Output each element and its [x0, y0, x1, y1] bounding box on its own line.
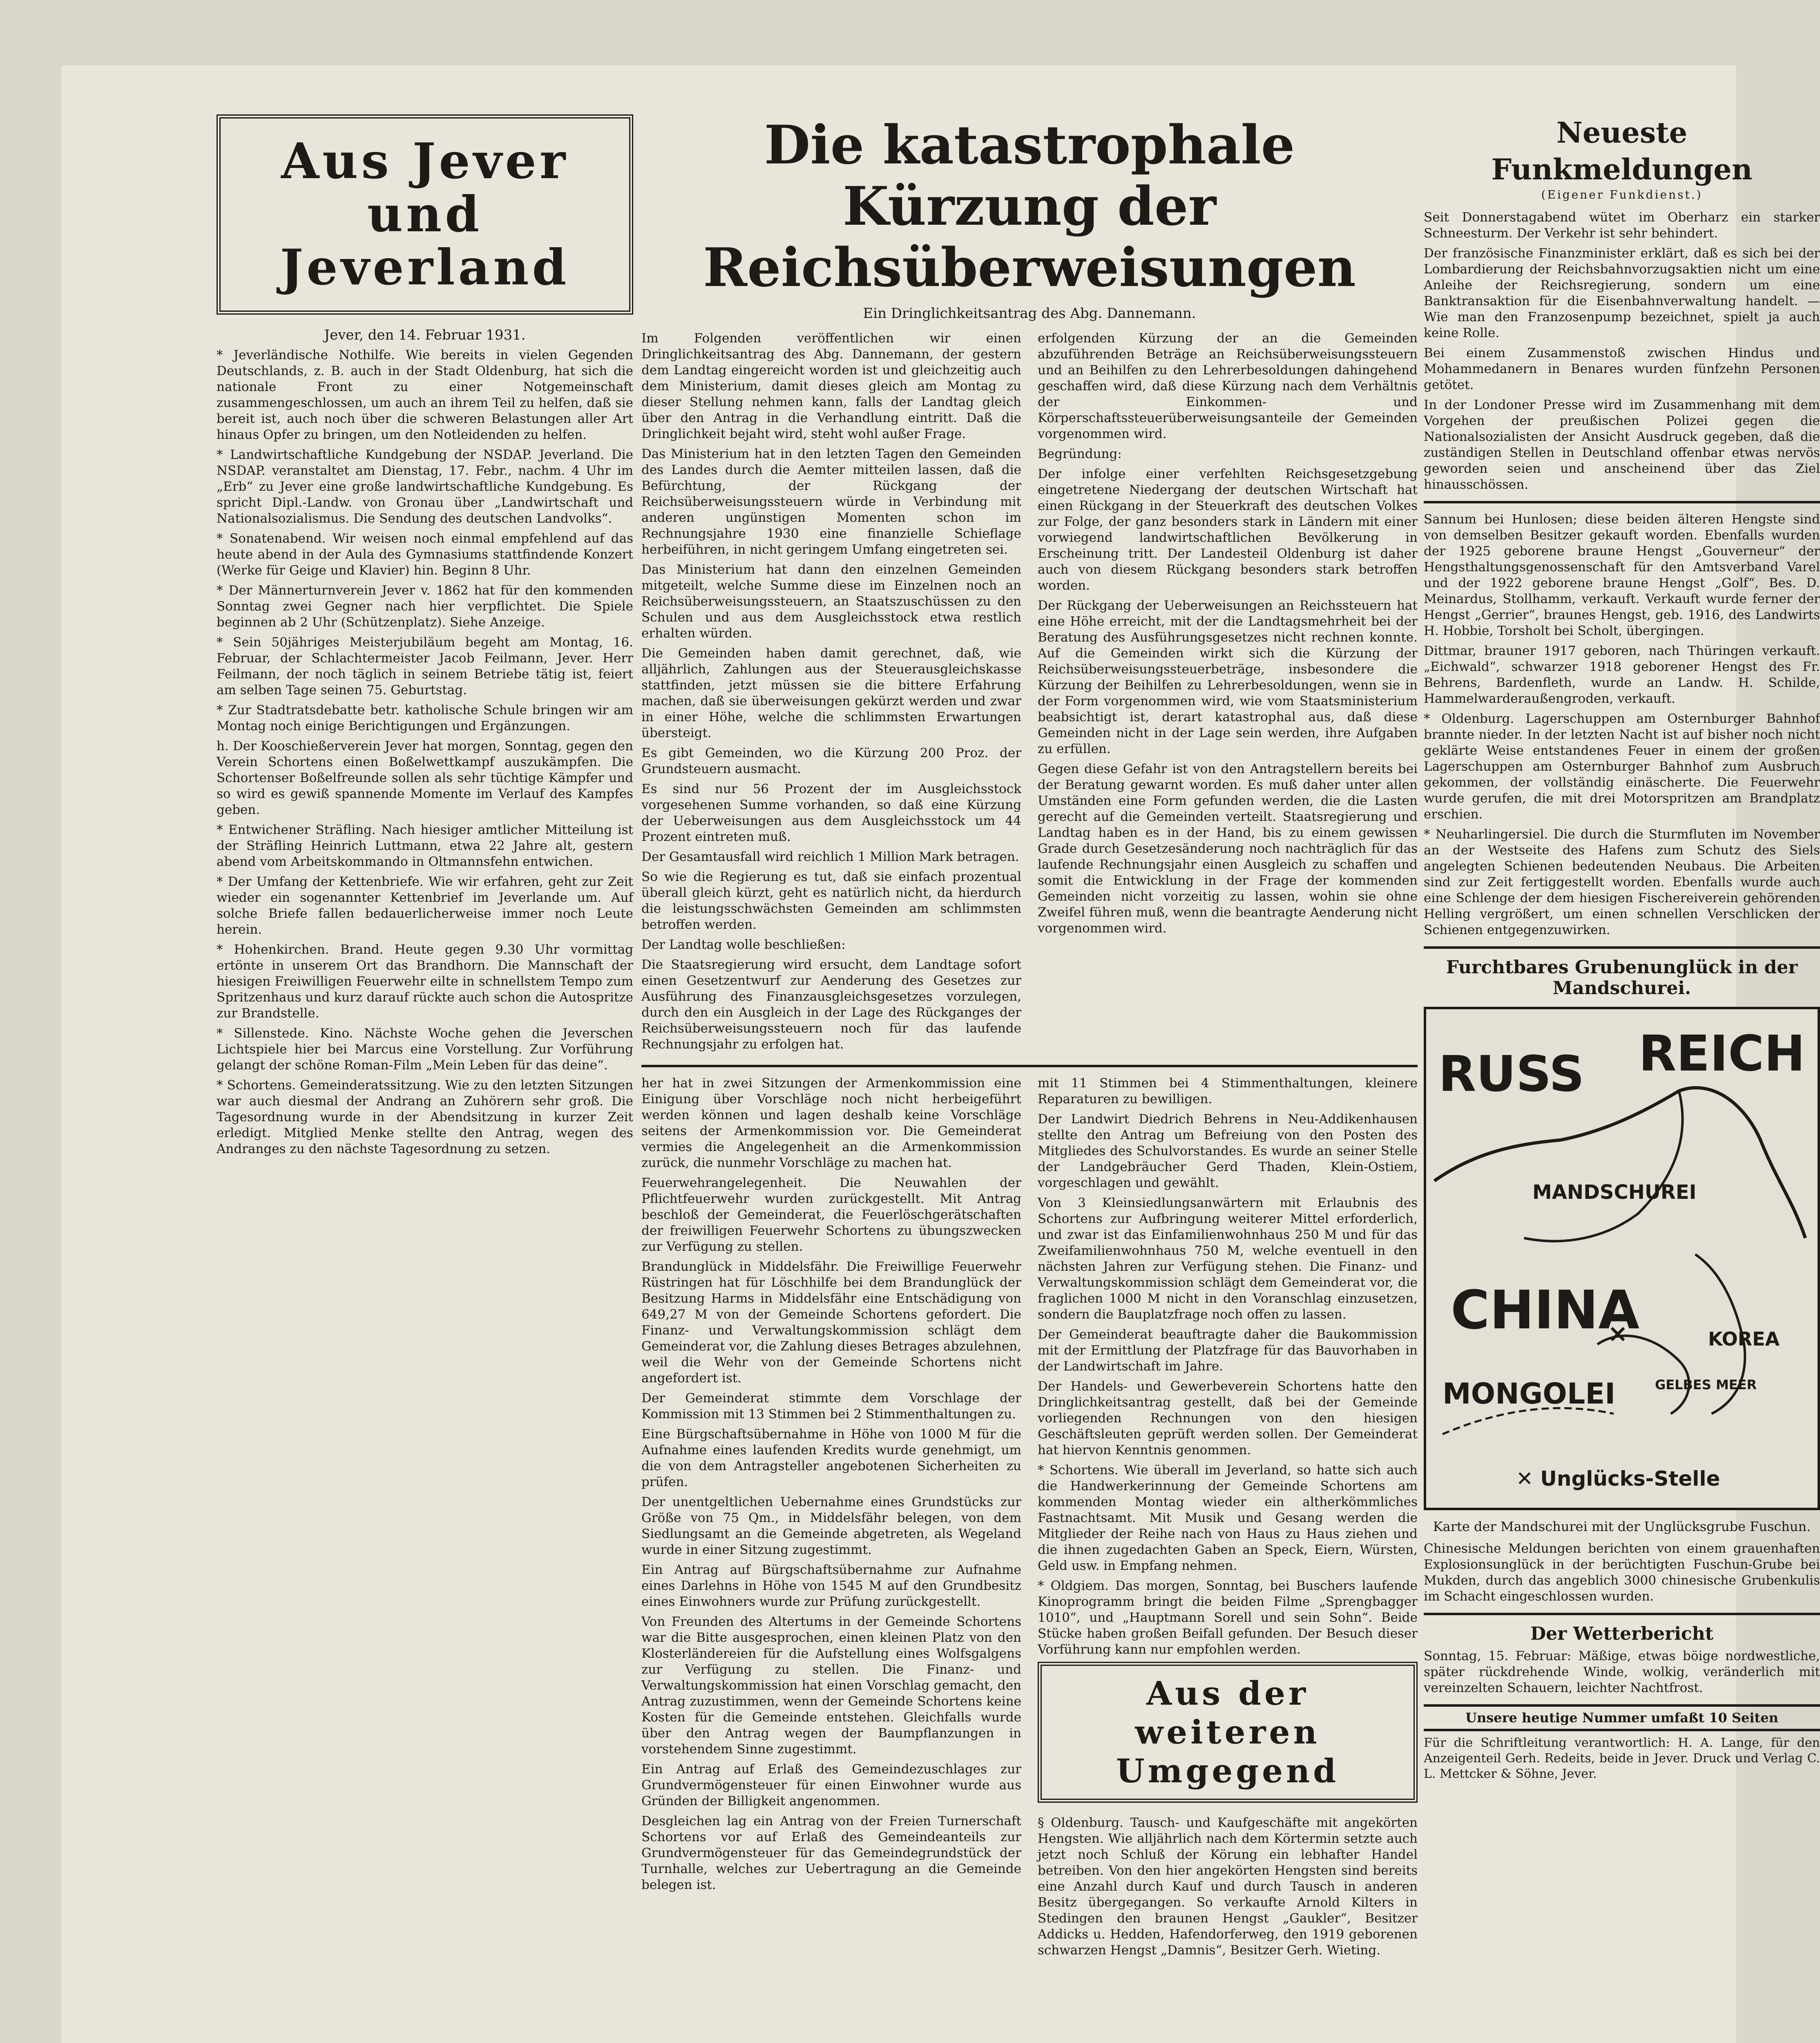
newspaper-page	[61, 65, 1820, 2043]
column-local-news	[217, 114, 633, 1161]
report-paragraph: Der Gemeinderat stimmte dem Vorschlage der Kommission mit 13 Stimmen bei 2 Stimmenthaltungen zu.	[641, 1391, 1021, 1422]
news-paragraph: * Sillenstede. Kino. Nächste Woche gehen die Jeverschen Lichtspiele hier bei Marcus eine Vorstellung. Zur Vorführung gelangt der schöne Roman-Film „Mein Leben für das deine“.	[217, 1026, 633, 1073]
article-paragraph: Der infolge einer verfehlten Reichsgesetzgebung eingetretene Niedergang der deutschen Wirtschaft hat einen Rückgang in der Steuerkraft des deutschen Volkes zur Folge, der ganz besonders stark in Ländern mit einer vorwiegend landwirtschaftlichen Bevölkerung in Erscheinung tritt. Der Landesteil Oldenburg ist daher auch von diesem Rückgang besonders stark betroffen worden.	[1038, 467, 1418, 593]
article-paragraph: Der Rückgang der Ueberweisungen an Reichssteuern hat eine Höhe erreicht, mit der die Landtagsmehrheit bei der Beratung des Ausführungsgesetzes nicht rechnen konnte. Auf die Gemeinden wirkt sich die Kürzung der Reichsüberweisungssteuerbeträge, insbesondere die Kürzung der Beihilfen zu Lehrerbesoldungen, wenn sie in der Form vorgenommen wird, wie vom Staatsministerium beabsichtigt ist, derart katastrophal aus, daß diese Gemeinden nicht in der Lage sein werden, ihre Aufgaben zu erfüllen.	[1038, 598, 1418, 756]
weitere-article: § Oldenburg. Tausch- und Kaufgeschäfte mit angekörten Hengsten. Wie alljährlich nach dem Körtermin setzte auch jetzt noch Schluß der Körung ein lebhafter Handel betreiben. Von den hier angekörten Hengsten sind bereits eine Anzahl durch Kauf und durch Tausch in anderen Besitz übergegangen. So verkaufte Arnold Kilters in Stedingen den braunen Hengst „Gaukler“, Besitzer Addicks u. Hedden, Hafendorferweg, den 1919 geborenen schwarzen Hengst „Damnis“, Besitzer Gerh. Wieting.	[1038, 1815, 1418, 1958]
news-paragraph: * Entwichener Sträfling. Nach hiesiger amtlicher Mitteilung ist der Sträfling Heinrich Luttmann, etwa 22 Jahre alt, gestern abend vom Arbeitskommando in Oltmannsfehn entwichen.	[217, 823, 633, 869]
radio-news-items	[1424, 210, 1820, 493]
map-label-china: CHINA	[1451, 1279, 1639, 1341]
imprint: Für die Schriftleitung verantwortlich: H. A. Lange, für den Anzeigenteil Gerh. Redeits, beide in Jever. Druck und Verlag C. L. Mettcker & Söhne, Jever.	[1424, 1736, 1820, 1781]
radio-news-note: (Eigener Funkdienst.)	[1541, 188, 1703, 201]
report-paragraph: * Oldgiem. Das morgen, Sonntag, bei Buschers laufende Kinoprogramm bringt die beiden Filme „Sprengbagger 1010“, und „Hauptmann Sorell und sein Sohn“. Beide Stücke haben großen Beifall gefunden. Der Besuch dieser Vorführung kann nur empfohlen werden.	[1038, 1578, 1418, 1657]
report-paragraph: her hat in zwei Sitzungen der Armenkommission eine Einigung über Vorschläge noch nicht herbeigeführt werden können und lagen deshalb keine Vorschläge seitens der Armenkommission vor. Die Gemeinderat vermies die Angelegenheit an die Armenkommission zurück, die nunmehr Vorschläge zu machen hat.	[641, 1076, 1021, 1170]
section-header-weitere: Aus der weiteren Umgegend	[1038, 1662, 1418, 1803]
article-paragraph: Die Gemeinden haben damit gerechnet, daß, wie alljährlich, Zahlungen aus der Steuerausgleichskasse stattfinden, jetzt müssen sie die bittere Erfahrung machen, daß sie überweisungen gekürzt werden und zwar in einer Höhe, welche die schlimmsten Erwartungen übersteigt.	[641, 646, 1021, 740]
radio-news-item: Der französische Finanzminister erklärt, daß es sich bei der Lombardierung der Reichsbahnvorzugsaktien nicht um eine Anleihe der Reichsregierung, sondern um eine Banktransaktion für die Eisenbahnverwaltung handelt. — Wie man den Franzosenpump bezeichnet, spielt ja auch keine Rolle.	[1424, 246, 1820, 340]
divider	[1424, 501, 1820, 503]
report-paragraph: Ein Antrag auf Erlaß des Gemeindezuschlages zur Grundvermögensteuer für einen Einwohner wurde aus Gründen der Billigkeit angenommen.	[641, 1762, 1021, 1808]
news-paragraph: * Neuharlingersiel. Die durch die Sturmfluten im November an der Westseite des Hafens zum Schutz des Siels angelegten Schienen bedeutenden Neubaus. Die Arbeiten sind zur Zeit fertiggestellt worden. Ebenfalls wurde auch eine Schlenge der dem hiesigen Fischereiverein gehörenden Helling vergrößert, um einen schnellen Verschlicken der Schienen entgegenzuwirken.	[1424, 827, 1820, 937]
dateline: Jever, den 14. Februar 1931.	[324, 327, 526, 343]
news-paragraph: Sannum bei Hunlosen; diese beiden älteren Hengste sind von demselben Besitzer gekauft worden. Ebenfalls wurden der 1925 geborene braune Hengst „Gouverneur“ der Hengsthaltungsgenossenschaft für den Amtsverband Varel und der 1922 geborene braune Hengst „Golf“, Bes. D. Meinardus, Stollhamm, verkauft. Verkauft wurde ferner der Hengst „Gerrier“, braunes Hengst, geb. 1916, des Landwirts H. Hobbie, Torsholt bei Scholt, übergingen.	[1424, 512, 1820, 638]
report-paragraph: Von Freunden des Altertums in der Gemeinde Schortens war die Bitte ausgesprochen, einen kleinen Platz von den Klosterländereien für die Aufstellung eines Wolfsgalgens zur Verfügung zu stellen. Die Finanz- und Verwaltungskommission hat einen Vorschlag gemacht, den Antrag zuzustimmen, wenn der Gemeinde Schortens keine Kosten für die Gemeinde entstehen. Gleichfalls wurde über den Antrag wegen der Baumpflanzungen in vorstehendem Sinne zugestimmt.	[641, 1614, 1021, 1757]
mine-disaster-article: Chinesische Meldungen berichten von einem grauenhaften Explosionsunglück in der berüchtigten Fuschun-Grube bei Mukden, durch das angeblich 3000 chinesische Grubenkulis im Schacht eingeschlossen wurden.	[1424, 1541, 1820, 1604]
main-subline: Ein Dringlichkeitsantrag des Abg. Dannemann.	[863, 305, 1196, 322]
article-paragraph: Es gibt Gemeinden, wo die Kürzung 200 Proz. der Grundsteuern ausmacht.	[641, 746, 1021, 776]
report-paragraph: Der Gemeinderat beauftragte daher die Baukommission mit der Ermittlung der Platzfrage für das Bauvorhaben in der Landwirtschaft im Jahre.	[1038, 1327, 1418, 1374]
news-paragraph: * Oldenburg. Lagerschuppen am Osternburger Bahnhof brannte nieder. In der letzten Nacht ist auf bisher noch nicht geklärte Weise entstandenes Feuer in einem der großen Lagerschuppen am Osternburger Bahnhof zum Ausbruch gekommen, der vollständig einäscherte. Die Feuerwehr wurde gerufen, die mit drei Motorspritzen am Brandplatz erschien.	[1424, 711, 1820, 822]
column-main-article	[641, 114, 1418, 1963]
map-label-reich: REICH	[1639, 1026, 1805, 1082]
article-paragraph: Begründung:	[1038, 447, 1122, 461]
horse-market-articles	[1424, 512, 1820, 938]
article-paragraph: Der Landtag wolle beschließen:	[641, 937, 846, 952]
local-news-articles	[217, 347, 633, 1157]
article-paragraph: So wie die Regierung es tut, daß sie einfach prozentual überall gleich kürzt, geht es natürlich nicht, da hierdurch die leistungsschwächsten Gemeinden am schlimmsten betroffen werden.	[641, 870, 1021, 932]
main-article-left	[641, 331, 1021, 1057]
map-label-russ: RUSS	[1438, 1046, 1585, 1103]
news-paragraph: Dittmar, brauner 1917 geboren, nach Thüringen verkauft. „Eichwald“, schwarzer 1918 geborener Hengst des Fr. Behrens, Bardenfleth, wurde an Landw. H. Schilde, Hammelwarderaußengroden, verkauft.	[1424, 644, 1820, 706]
section-header-jever: Aus Jever und Jeverland	[217, 114, 633, 315]
report-paragraph: Von 3 Kleinsiedlungsanwärtern mit Erlaubnis des Schortens zur Aufbringung weiterer Mittel erforderlich, und zwar ist das Einfamilienwohnhaus 250 M und für das Zweifamilienwohnhaus 750 M, welche eventuell in den nächsten Jahren zur Verfügung stehen. Die Finanz- und Verwaltungskommission schlägt dem Gemeinderat vor, die fraglichen 1000 M nicht in den Voranschlag einzusetzen, sondern die Bauplatzfrage noch offen zu lassen.	[1038, 1196, 1418, 1322]
news-paragraph: * Sonatenabend. Wir weisen noch einmal empfehlend auf das heute abend in der Aula des Gymnasiums stattfindende Konzert (Werke für Geige und Klavier) hin. Beginn 8 Uhr.	[217, 531, 633, 578]
report-paragraph: Der unentgeltlichen Uebernahme eines Grundstücks zur Größe von 75 Qm., in Middelsfähr belegen, von dem Siedlungsamt an die Gemeinde abgetreten, als Wegeland wurde in einer Sitzung zugestimmt.	[641, 1495, 1021, 1557]
news-paragraph: * Zur Stadtratsdebatte betr. katholische Schule bringen wir am Montag noch einige Berichtigungen und Ergänzungen.	[217, 703, 633, 733]
main-article-body	[641, 331, 1418, 1057]
news-paragraph: * Landwirtschaftliche Kundgebung der NSDAP. Jeverland. Die NSDAP. veranstaltet am Dienstag, 17. Febr., nachm. 4 Uhr im „Erb“ zu Jever eine große landwirtschaftliche Kundgebung. Es spricht Dipl.-Landw. von Gronau über „Landwirtschaft und Nationalsozialismus. Die Sendung des deutschen Landvolks“.	[217, 447, 633, 526]
report-paragraph: Der Handels- und Gewerbeverein Schortens hatte den Dringlichkeitsantrag gestellt, daß bei der Gemeinde vorliegenden Rechnungen von den hiesigen Geschäftsleuten geprüft werden sollen. Der Gemeinderat hat hiervon Kenntnis genommen.	[1038, 1379, 1418, 1457]
report-paragraph: Der Landwirt Diedrich Behrens in Neu-Addikenhausen stellte den Antrag um Befreiung von den Posten des Mitgliedes des Schulvorstandes. Es wurde an seiner Stelle der Landgebräucher Gerd Thaden, Klein-Ostiem, vorgeschlagen und gewählt.	[1038, 1112, 1418, 1190]
news-paragraph: * Schortens. Gemeinderatssitzung. Wie zu den letzten Sitzungen war auch diesmal der Andrang an Zuhörern sehr groß. Die Tagesordnung wurde in der Abendsitzung in kurzer Zeit erledigt. Mitglied Menke stellte den Antrag, wegen des Andranges zu den nächste Tagesordnung zu setzen.	[217, 1078, 633, 1156]
report-paragraph: Feuerwehrangelegenheit. Die Neuwahlen der Pflichtfeuerwehr wurden zurückgestellt. Mit Antrag beschloß der Gemeinderat, die Feuerlöschgerätschaften der freiwilligen Feuerwehr Schortens zu übungszwecken zur Verfügung zu stellen.	[641, 1176, 1021, 1254]
news-paragraph: * Sein 50jähriges Meisterjubiläum begeht am Montag, 16. Februar, der Schlachtermeister Jacob Feilmann, Jever. Herr Feilmann, der noch täglich in seinem Betriebe tätig ist, feiert am selben Tage seinen 75. Geburtstag.	[217, 635, 633, 697]
report-paragraph: Ein Antrag auf Bürgschaftsübernahme zur Aufnahme eines Darlehns in Höhe von 1545 M auf den Grundbesitz eines Einwohners wurde zur Prüfung zurückgestellt.	[641, 1562, 1021, 1609]
main-headline: Die katastrophale Kürzung der Reichsüberweisungen	[703, 114, 1356, 299]
map-caption: Karte der Mandschurei mit der Unglücksgrube Fuschun.	[1433, 1519, 1811, 1534]
report-paragraph: Brandunglück in Middelsfähr. Die Freiwillige Feuerwehr Rüstringen hat für Löschhilfe bei dem Brandunglück der Besitzung Harms in Middelsfähr eine Entschädigung von 649,27 M von der Gemeinde Schortens gefordert. Die Finanz- und Verwaltungskommission schlägt dem Gemeinderat vor, die Zahlung dieses Betrages abzulehnen, weil die Wehr von der Gemeinde Schortens nicht angefordert ist.	[641, 1259, 1021, 1386]
report-paragraph: Eine Bürgschaftsübernahme in Höhe von 1000 M für die Aufnahme eines laufenden Kredits wurde genehmigt, um die von dem Antragsteller angebotenen Sicherheiten zu prüfen.	[641, 1427, 1021, 1489]
radio-news-item: In der Londoner Presse wird im Zusammenhang mit dem Vorgehen der preußischen Polizei gegen die Nationalsozialisten der Ansicht Ausdruck gegeben, daß die zuständigen Stellen in Deutschland offenbar etwas nervös geworden seien und anscheinend über das Ziel hinausschössen.	[1424, 398, 1820, 492]
article-paragraph: Das Ministerium hat dann den einzelnen Gemeinden mitgeteilt, welche Summe diese im Einzelnen noch an Reichsüberweisungssteuern, an Staatszuschüssen zu den Schulen und aus dem Ausgleichsstock etwa restlich erhalten würden.	[641, 562, 1021, 641]
map-label-mongolei: MONGOLEI	[1443, 1377, 1616, 1410]
manchuria-map	[1424, 1007, 1820, 1510]
main-article-right	[1038, 331, 1418, 1057]
schortens-report-right	[1038, 1075, 1418, 1963]
radio-news-item: Bei einem Zusammenstoß zwischen Hindus und Mohammedanern in Benares wurden fünfzehn Personen getötet.	[1424, 346, 1820, 392]
news-paragraph: * Jeverländische Nothilfe. Wie bereits in vielen Gegenden Deutschlands, z. B. auch in der Stadt Oldenburg, hat sich die nationale Front zu einer Notgemeinschaft zusammengeschlossen, um auch an ihrem Teil zu helfen, daß sie bereit ist, auch noch über die schweren Belastungen aller Art hinaus Opfer zu bringen, um den Notleidenden zu helfen.	[217, 348, 633, 442]
divider	[641, 1065, 1418, 1067]
map-legend: ✕ Unglücks-Stelle	[1516, 1467, 1720, 1491]
report-paragraph: Desgleichen lag ein Antrag von der Freien Turnerschaft Schortens vor auf Erlaß des Gemeindeanteils zur Grundvermögensteuer für das Gemeindegrundstück der Turnhalle, welches zur Uebertragung an die Gemeinde belegen ist.	[641, 1814, 1021, 1892]
article-paragraph: erfolgenden Kürzung der an die Gemeinden abzuführenden Beträge an Reichsüberweisungssteuern und an Beihilfen zu den Lehrerbesoldungen dahingehend geschaffen wird, daß diese Kürzung nach dem Verhältnis der Einkommen- und Körperschaftssteuerüberweisungsanteile der Gemeinden vorgenommen wird.	[1038, 331, 1418, 441]
divider	[1424, 946, 1820, 949]
column-radio-news	[1424, 114, 1820, 1782]
article-paragraph: Gegen diese Gefahr ist von den Antragstellern bereits bei der Beratung gewarnt worden. Es muß daher unter allen Umständen eine Form gefunden werden, die die Lasten gerecht auf die Gemeinden verteilt. Staatsregierung und Landtag haben es in der Hand, bis zu einem gewissen Grade durch Gesetzesänderung noch nachträglich für das laufende Rechnungsjahr einen Ausgleich zu schaffen und somit die Entwicklung in der Frage der kommenden Gemeinden nicht vorzeitig zu lassen, wohin sie ohne Zweifel führen muß, wenn die beantragte Aenderung nicht vorgenommen wird.	[1038, 762, 1418, 936]
article-paragraph: Der Gesamtausfall wird reichlich 1 Million Mark betragen.	[641, 849, 1019, 864]
issue-pages-note: Unsere heutige Nummer umfaßt 10 Seiten	[1424, 1704, 1820, 1731]
map-label-gelbes-meer: GELBES MEER	[1655, 1377, 1757, 1393]
weather-report: Sonntag, 15. Februar: Mäßige, etwas böige nordwestliche, später rückdrehende Winde, wolkig, veränderlich mit vereinzelten Schauern, leichter Nachtfrost.	[1424, 1649, 1820, 1695]
article-paragraph: Es sind nur 56 Prozent der im Ausgleichsstock vorgesehenen Summe vorhanden, so daß eine Kürzung der Ueberweisungen aus dem Ausgleichsstock um 44 Prozent eintreten muß.	[641, 782, 1021, 844]
news-paragraph: * Der Männerturnverein Jever v. 1862 hat für den kommenden Sonntag zwei Gegner nach hier verpflichtet. Die Spiele beginnen ab 2 Uhr (Schützenplatz). Siehe Anzeige.	[217, 583, 633, 630]
map-label-korea: KOREA	[1708, 1328, 1780, 1350]
schortens-report-left	[641, 1075, 1021, 1963]
news-paragraph: * Hohenkirchen. Brand. Heute gegen 9.30 Uhr vormittag ertönte in unserem Ort das Brandhorn. Die Mannschaft der hiesigen Freiwilligen Feuerwehr eilte in schnellstem Tempo zum Spritzenhaus und kurz darauf rückte auch schon die Autospritze zur Brandstelle.	[217, 942, 633, 1021]
article-paragraph: Die Staatsregierung wird ersucht, dem Landtage sofort einen Gesetzentwurf zur Aenderung des Gesetzes zur Ausführung des Finanzausgleichsgesetzes vorzulegen, durch den ein Ausgleich in der Lage des Rückganges der Reichsüberweisungssteuern noch für das laufende Rechnungsjahr zu erfolgen hat.	[641, 957, 1021, 1052]
report-paragraph: * Schortens. Wie überall im Jeverland, so hatte sich auch die Handwerkerinnung der Gemeinde Schortens am kommenden Montag wieder ein altherkömmliches Fastnachtsamt. Mit Musik und Gesang werden die Mitglieder der Reihe nach von Haus zu Haus ziehen und die ihnen zugedachten Gaben an Speck, Eiern, Würsten, Geld usw. in Empfang nehmen.	[1038, 1463, 1418, 1573]
radio-news-header: Neueste Funkmeldungen	[1491, 116, 1753, 186]
news-paragraph: h. Der Kooschießerverein Jever hat morgen, Sonntag, gegen den Verein Schortens einen Boßelwettkampf auszukämpfen. Die Schortenser Boßelfreunde sollen als sehr tüchtige Kämpfer und so wird es gewiß spannende Momente im Verlauf des Kampfes geben.	[217, 739, 633, 817]
radio-news-item: Seit Donnerstagabend wütet im Oberharz ein starker Schneesturm. Der Verkehr ist sehr behindert.	[1424, 210, 1820, 241]
article-paragraph: Das Ministerium hat in den letzten Tagen den Gemeinden des Landes durch die Aemter mitteilen lassen, daß die Befürchtung, der Rückgang der Reichsüberweisungssteuern würde in Verbindung mit anderen ungünstigen Momenten schon im Rechnungsjahre 1930 eine finanzielle Schieflage herbeiführen, in nicht geringem Umfang eingetreten sei.	[641, 447, 1021, 557]
article-paragraph: Im Folgenden veröffentlichen wir einen Dringlichkeitsantrag des Abg. Dannemann, der gestern dem Landtag eingereicht worden ist und gleichzeitig auch dem Ministerium, damit dieses gleich am Montag zu dieser Stellung nehmen kann, falls der Landtag gleich über den Antrag in die Verhandlung eintritt. Daß die Dringlichkeit bejaht wird, steht wohl außer Frage.	[641, 331, 1021, 441]
news-paragraph: * Der Umfang der Kettenbriefe. Wie wir erfahren, geht zur Zeit wieder ein sogenannter Kettenbrief im Jeverlande um. Auf solche Briefe fallen bedauerlicherweise immer noch Leute herein.	[217, 874, 633, 937]
map-label-mandschurei: MANDSCHUREI	[1532, 1181, 1697, 1204]
divider	[1424, 1613, 1820, 1615]
schortens-report	[641, 1075, 1418, 1963]
report-paragraph: mit 11 Stimmen bei 4 Stimmenthaltungen, kleinere Reparaturen zu bewilligen.	[1038, 1076, 1418, 1106]
map-title: Furchtbares Grubenunglück in der Mandschurei.	[1446, 957, 1798, 999]
weather-header: Der Wetterbericht	[1530, 1623, 1714, 1644]
